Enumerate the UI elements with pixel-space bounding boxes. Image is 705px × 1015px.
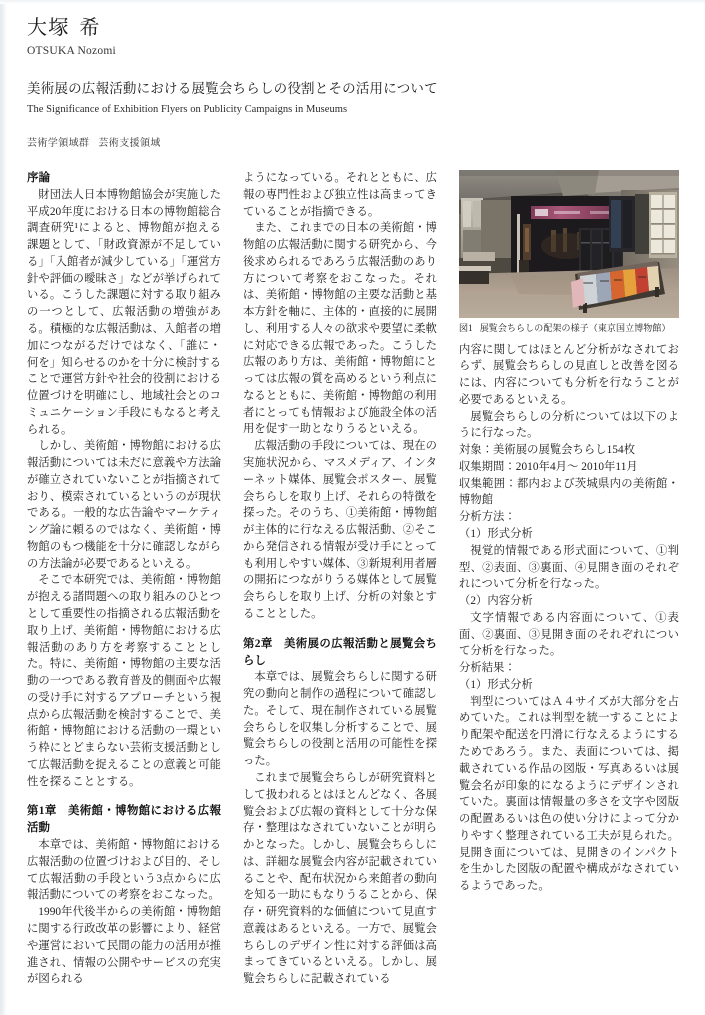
analysis-period-line: 収集期間：2010年4月〜 2010年11月 [459,460,638,473]
analysis-method-label: 分析方法： [459,511,516,524]
paper-title-japanese: 美術展の広報活動における展覧会ちらしの役割とその活用について [27,80,438,96]
author-name-japanese [27,16,667,41]
paragraph: ようになっている。それとともに、広報の専門性および独立性は高まってきていることが指摘できる。 [243,172,437,218]
figure-1-label: 図1 [459,323,473,333]
chapter-1-number: 第1章 [27,805,57,818]
section-heading-introduction: 序論 [27,172,51,184]
paper-title-english: The Significance of Exhibition Flyers on Publicity Campaigns in Museums [27,104,348,116]
author-given-name: 希 [79,17,101,39]
paragraph: 視覚的情報である形式面について、①判型、②表面、③裏面、④見開き面のそれぞれについて分析を行なった。 [459,544,679,591]
chapter-1-title: 美術館・博物館における広報活動 [27,805,221,835]
paragraph: 広報活動の手段については、現在の実施状況から、マスメディア、インターネット媒体、展覧会ポスター、展覧会ちらしを取り上げ、それらの特徴を探った。そのうち、①美術館・博物館が主体的に行なえる広報活動、②そこから発信される情報が受け手にとっても利用しやすい媒体、③新規利用者層の開拓につながりうる媒体として展覧会ちらしを取り上げ、分析の対象とすることとした。 [243,440,437,620]
paragraph: また、これまでの日本の美術館・博物館の広報活動に関する研究から、今後求められるであろう広報活動のあり方について考察をおこなった。それは、美術館・博物館の主要な活動と基本方針を軸に、主体的・直接的に展開し、利用する人々の欲求や要望に柔軟に対応できる広報であった。こうした広報のあり方は、美術館・博物館にとっては広報の質を高めるという利点になるとともに、美術館・博物館の利用者にとっても情報および施設全体の活用を促す一助となりうるといえる。 [243,222,437,436]
paragraph: これまで展覧会ちらしが研究資料として扱われるとはほとんどなく、各展覧会および広報の資料として十分な保存・整理はなされていないことが明らかとなった。しかし、展覧会ちらしには、詳細な展覧会内容が記載されていることや、配布状況から来館者の動向を知る一助にもなりうることから、保存・研究資料的な価値について見直す意義はあるといえる。一方で、展覧会ちらしのデザイン性に対する評価は高まってきているといえる。しかし、展覧会ちらしに記載されている [243,772,437,986]
paragraph: 財団法人日本博物館協会が実施した平成20年度における日本の博物館総合調査研究¹によると、博物館が抱える課題として、「財政資源が不足している」「入館者が減少している」「運営方針や評価の曖昧さ」などが挙げられている。こうした課題に対する取り組みの一つとして、広報活動の増強がある。積極的な広報活動は、入館者の増加につながるだけではなく、「誰に・何を」知らせるのかを十分に検討することで運営方針や社会的役割における位置づけを明確にし、地域社会とのコミュニケーション手段にもなると考えられる。 [27,188,221,436]
paragraph: そこで本研究では、美術館・博物館が抱える諸問題への取り組みのひとつとして重要性の指摘される広報活動を取り上げ、美術館・博物館における広報活動のあり方を考察することとした。特に、美術館・博物館の主要な活動の一つである教育普及的側面や広報の受け手に対するアプローチという視点から広報活動を検討することで、美術館・博物館における活動の一環という枠にとどまらない芸術支援活動として広報活動を捉えることの意義と可能性を探ることとする。 [27,574,221,788]
chapter-2-number: 第2章 [243,637,273,650]
text-column-1 [27,170,221,1005]
author-affiliation [27,137,667,151]
paragraph: 本章では、展覧会ちらしに関する研究の動向と制作の過程について確認した。そして、現在制作されている展覧会ちらしを収集し分析することで、展覧会ちらしの役割と活用の可能性を探った。 [243,671,437,768]
analysis-target-line: 対象：美術展の展覧会ちらし154枚 [459,444,636,457]
scan-edge-left [0,0,7,1015]
paragraph: 1990年代後半からの美術館・博物館に関する行政改革の影響により、経営や運営において民間の能力の活用が推進され、情報の公開やサービスの充実が図られる [27,906,221,986]
analysis-scope-line: 収集範囲：都内および茨城県内の美術館・博物館 [459,477,679,507]
paragraph: 展覧会ちらしの分析については以下のように行なった。 [459,410,679,440]
body-columns [27,170,679,1005]
paragraph: 本章では、美術館・博物館における広報活動の位置づけおよび目的、そして広報活動の手段という3点からに広報活動についての考察をおこなった。 [27,839,221,902]
author-name-romanized: OTSUKA Nozomi [27,45,116,57]
figure-1-caption [459,322,679,335]
text-column-2 [243,170,437,1005]
chapter-2-title: 美術展の広報活動と展覧会ちらし [243,637,437,667]
section-heading-chapter-1 [27,803,221,837]
section-heading-chapter-2 [243,636,437,670]
paragraph: しかし、美術館・博物館における広報活動については未だに意義や方法論が確立されていないことが指摘されており、模索されているというのが現状である。一般的な広告論やマーケティング論に頼るのではなく、美術館・博物館のもつ機能を十分に確認しながらの方法論が必要であるといえる。 [27,440,221,570]
museum-flyer-rack-photo [459,170,679,318]
paragraph: 文字情報である内容面について、①表面、②裏面、③見開き面のそれぞれについて分析を行なった。 [459,611,679,658]
paper-header [27,16,667,151]
paragraph: 内容に関してはほとんど分析がなされておらず、展覧会ちらしの見直しと改善を図るには、内容についても分析を行なうことが必要であるといえる。 [459,343,679,406]
author-family-name: 大塚 [27,17,70,39]
scan-edge-top [0,0,705,4]
paragraph: 判型についてはＡ４サイズが大部分を占めていた。これは判型を統一することにより配架や配送を円滑に行なえるようにするためであろう。また、表面については、掲載されている作品の図版・写真あるいは展覧会名が印象的になるようにデザインされていた。裏面は情報量の多さを文字や図版の配置あるいは色の使い分けによって分かりやすく整理されている工夫が見られた。見開き面については、見開きのインパクトを生かした図版の配置や構成がなされているようであった。 [459,695,679,893]
text-column-3 [459,170,679,1005]
figure-1 [459,170,679,335]
analysis-results-item-1: （1）形式分析 [459,678,533,691]
affiliation-group: 芸術学領域群 [27,138,90,150]
figure-1-caption-text: 展覧会ちらしの配架の様子（東京国立博物館） [479,323,671,333]
analysis-method-item-1: （1）形式分析 [459,528,533,541]
analysis-results-label: 分析結果： [459,662,516,675]
affiliation-field: 芸術支援領域 [98,138,161,150]
analysis-method-item-2: （2）内容分析 [459,595,533,608]
